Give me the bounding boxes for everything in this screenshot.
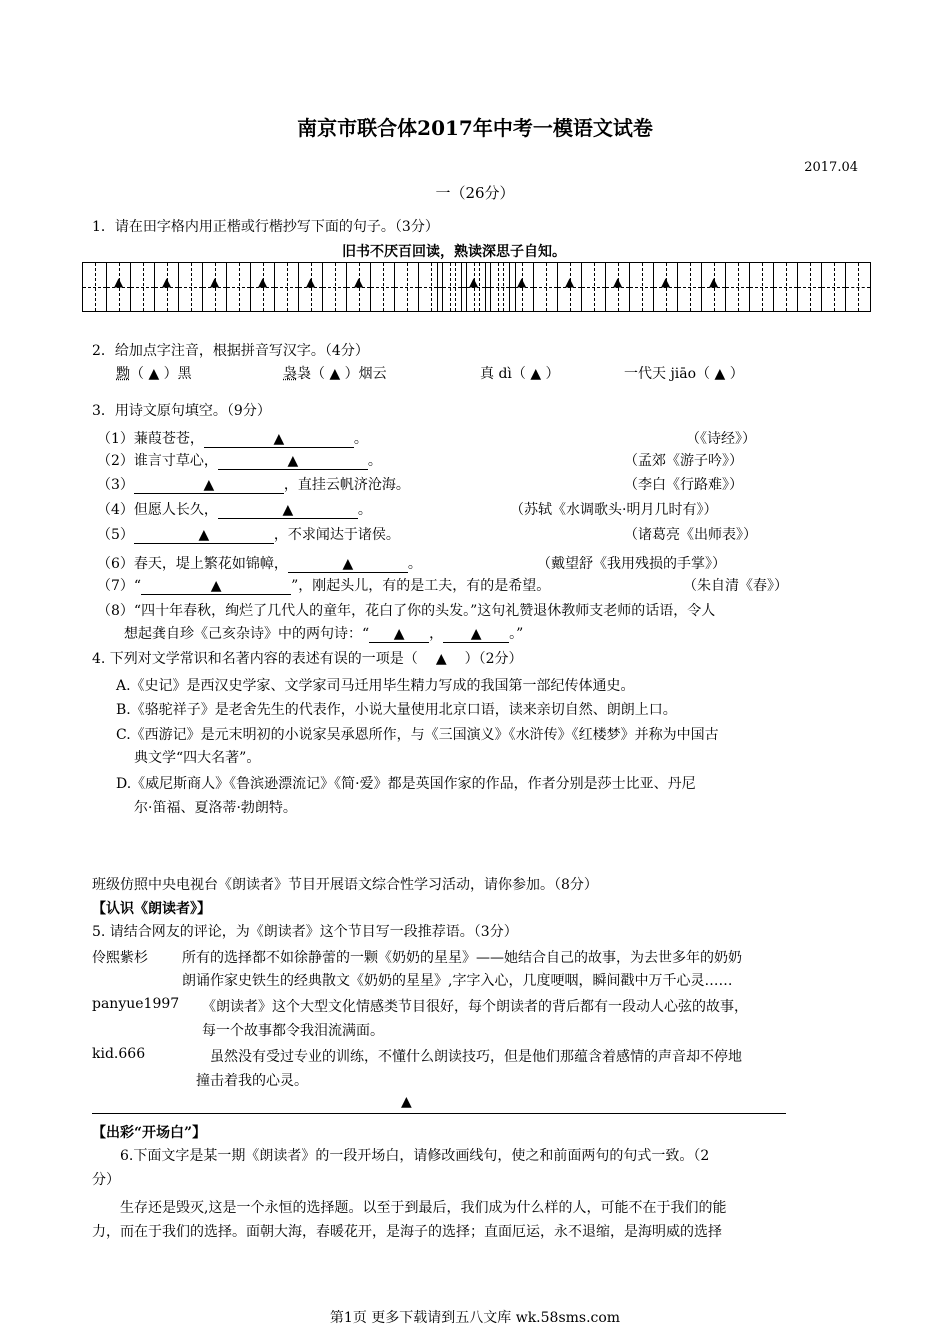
comment-text-2b: 每一个故事都令我泪流满面。 bbox=[202, 1023, 384, 1039]
page-footer: 第1页 更多下载请到五八文库 wk.58sms.com bbox=[329, 1310, 621, 1326]
answer-marker: ▲ bbox=[114, 275, 124, 289]
passage-line-1: 生存还是毁灭,这是一个永恒的选择题。以至于到最后，我们成为什么样的人，可能不在于我们的能 bbox=[120, 1200, 727, 1216]
q2-item-4[interactable]: 一代天 jiāo（ ▲ ） bbox=[624, 366, 744, 382]
q3-line-8: （8）“四十年春秋，绚烂了几代人的童年，花白了你的头发。”这句礼赞退休教师支老师的话语，令人 bbox=[97, 603, 716, 619]
comment-text-1b: 朗诵作家史铁生的经典散文《奶奶的星星》,字字入心，几度哽咽，瞬间戳中万千心灵…… bbox=[182, 973, 733, 989]
q4-answer[interactable]: ▲ bbox=[435, 651, 447, 667]
q3-source-4: （苏轼《水调歌头·明月几时有》） bbox=[510, 502, 718, 518]
q3-line-4: （4）但愿人长久， ▲ 。 bbox=[97, 502, 372, 518]
answer-marker: ▲ bbox=[306, 275, 316, 289]
q3-blank-4[interactable]: ▲ bbox=[218, 502, 358, 519]
q3-line-2: （2）谁言寸草心， ▲ 。 bbox=[97, 453, 382, 469]
activity-intro: 班级仿照中央电视台《朗读者》节目开展语文综合性学习活动，请你参加。（8分） bbox=[92, 877, 598, 893]
q3-line-3: （3） ▲ ，直挂云帆济沧海。 bbox=[97, 477, 410, 493]
answer-marker: ▲ bbox=[613, 275, 623, 289]
q5-answer-marker: ▲ bbox=[401, 1094, 412, 1110]
q3-line-8b: 想起龚自珍《己亥杂诗》中的两句诗：“ ▲ ， ▲ 。” bbox=[124, 626, 524, 642]
q4-option-d-cont: 尔·笛福、夏洛蒂·勃朗特。 bbox=[134, 800, 297, 816]
answer-marker: ▲ bbox=[469, 275, 479, 289]
answer-marker: ▲ bbox=[661, 275, 671, 289]
q2-item-2[interactable]: 袅袅（ ▲ ）烟云 bbox=[283, 366, 387, 382]
answer-marker: ▲ bbox=[517, 275, 527, 289]
activity-heading-1: 【认识《朗读者》】 bbox=[92, 901, 211, 917]
q3-line-6: （6）春天，堤上繁花如锦幛， ▲ 。 bbox=[97, 556, 422, 572]
q1-sentence: 旧书不厌百回读，熟读深思子自知。 bbox=[342, 244, 566, 260]
answer-marker: ▲ bbox=[210, 275, 220, 289]
q3-source-5: （诸葛亮《出师表》） bbox=[624, 527, 757, 543]
q2-prompt: 2．给加点字注音，根据拼音写汉字。（4分） bbox=[92, 343, 369, 359]
q3-line-1: （1）蒹葭苍苍， ▲ 。 bbox=[97, 431, 368, 447]
q3-blank-8b[interactable]: ▲ bbox=[443, 626, 509, 643]
answer-marker: ▲ bbox=[709, 275, 719, 289]
comment-user-1: 伶熙紫杉 bbox=[92, 950, 148, 966]
exam-date: 2017.04 bbox=[804, 160, 858, 175]
q4-option-c-cont: 典文学“四大名著”。 bbox=[134, 750, 261, 766]
q1-prompt: 1．请在田字格内用正楷或行楷抄写下面的句子。（3分） bbox=[92, 219, 439, 235]
comment-text-3b: 撞击着我的心灵。 bbox=[196, 1073, 308, 1089]
comment-user-2: panyue1997 bbox=[92, 996, 180, 1012]
q6-prompt-cont: 分） bbox=[92, 1172, 120, 1188]
q3-source-1: （《诗经》） bbox=[686, 431, 756, 447]
comment-text-3a: 虽然没有受过专业的训练，不懂什么朗读技巧，但是他们那蕴含着感情的声音却不停地 bbox=[210, 1049, 742, 1065]
q3-prompt: 3．用诗文原句填空。（9分） bbox=[92, 403, 271, 419]
q3-blank-5[interactable]: ▲ bbox=[134, 527, 274, 544]
writing-grid-right[interactable] bbox=[437, 262, 871, 312]
q3-blank-8a[interactable]: ▲ bbox=[369, 626, 429, 643]
q4-prompt: 4. 下列对文学常识和名著内容的表述有误的一项是（ ▲ ）（2分） bbox=[92, 651, 523, 667]
section-heading: 一（26分） bbox=[435, 184, 515, 202]
answer-marker: ▲ bbox=[354, 275, 364, 289]
q3-source-6: （戴望舒《我用残损的手掌》） bbox=[537, 556, 726, 572]
q4-option-b[interactable]: B.《骆驼祥子》是老舍先生的代表作，小说大量使用北京口语，读来亲切自然、朗朗上口。 bbox=[116, 702, 677, 718]
passage-line-2: 力，而在于我们的选择。面朝大海，春暖花开，是海子的选择；直面厄运，永不退缩，是海明威的选择 bbox=[92, 1224, 722, 1240]
q4-option-d[interactable]: D.《威尼斯商人》《鲁滨逊漂流记》《简·爱》都是英国作家的作品，作者分别是莎士比亚、丹尼 bbox=[116, 776, 696, 792]
q3-blank-6[interactable]: ▲ bbox=[288, 556, 408, 573]
comment-user-3: kid.666 bbox=[92, 1046, 146, 1062]
q3-source-3: （李白《行路难》） bbox=[624, 477, 743, 493]
q3-source-7: （朱自清《春》） bbox=[683, 578, 788, 594]
q2-item-1[interactable]: 黝（ ▲ ）黑 bbox=[116, 366, 192, 382]
q5-prompt: 5. 请结合网友的评论，为《朗读者》这个节目写一段推荐语。（3分） bbox=[92, 924, 518, 940]
q2-item-3[interactable]: 真 dì（ ▲ ） bbox=[480, 366, 560, 382]
answer-marker: ▲ bbox=[565, 275, 575, 289]
q3-line-5: （5） ▲ ，不求闻达于诸侯。 bbox=[97, 527, 400, 543]
answer-marker: ▲ bbox=[258, 275, 268, 289]
q6-prompt: 6.下面文字是某一期《朗读者》的一段开场白，请修改画线句，使之和前面两句的句式一致。（2 bbox=[120, 1148, 710, 1164]
comment-text-2a: 《朗读者》这个大型文化情感类节目很好，每个朗读者的背后都有一段动人心弦的故事， bbox=[202, 999, 748, 1015]
q3-line-7: （7）“ ▲ ”，刚起头儿，有的是工夫，有的是希望。 bbox=[97, 578, 551, 594]
answer-marker: ▲ bbox=[162, 275, 172, 289]
q4-option-c[interactable]: C.《西游记》是元末明初的小说家吴承恩所作，与《三国演义》《水浒传》《红楼梦》并称为中国古 bbox=[116, 727, 719, 743]
q5-answer-line[interactable] bbox=[92, 1113, 786, 1114]
page-title: 南京市联合体2017年中考一模语文试卷 bbox=[297, 116, 653, 140]
q3-blank-7[interactable]: ▲ bbox=[141, 578, 291, 595]
q3-blank-2[interactable]: ▲ bbox=[218, 453, 368, 470]
comment-text-1a: 所有的选择都不如徐静蕾的一颗《奶奶的星星》——她结合自己的故事，为去世多年的奶奶 bbox=[182, 950, 742, 966]
q3-blank-1[interactable]: ▲ bbox=[204, 431, 354, 448]
q3-source-2: （孟郊《游子吟》） bbox=[624, 453, 743, 469]
q4-option-a[interactable]: A.《史记》是西汉史学家、文学家司马迁用毕生精力写成的我国第一部纪传体通史。 bbox=[116, 678, 635, 694]
activity-heading-2: 【出彩“开场白”】 bbox=[92, 1125, 207, 1141]
q3-blank-3[interactable]: ▲ bbox=[134, 477, 284, 494]
